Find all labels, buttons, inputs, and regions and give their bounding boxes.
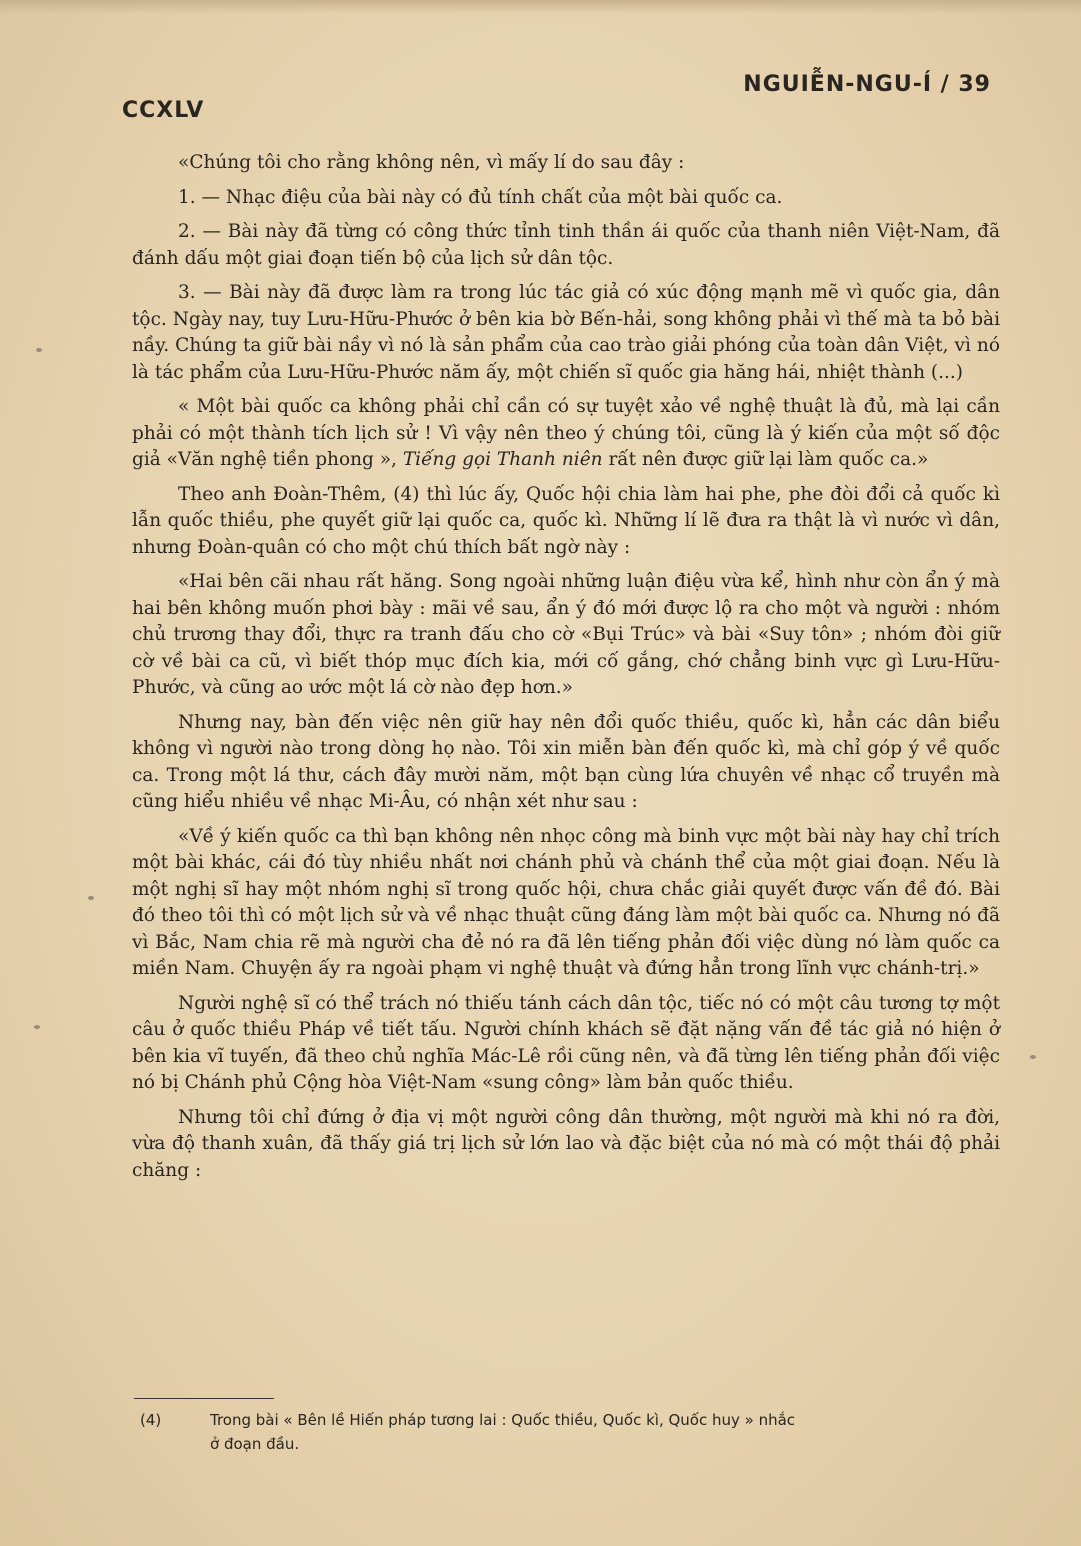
paragraph: « Một bài quốc ca không phải chỉ cần có sự tuyệt xảo về nghệ thuật là đủ, mà lại cần phải có một thành tích lịch sử ! Vì vậy nên theo ý chúng tôi, cũng là ý kiến của một số độc giả «Văn nghệ tiền phong », Tiếng gọi Thanh niên rất nên được giữ lại làm quốc ca.» bbox=[132, 396, 1000, 470]
paragraph: «Về ý kiến quốc ca thì bạn không nên nhọc công mà binh vực một bài này hay chỉ trích một bài khác, cái đó tùy nhiều nhất nơi chánh phủ và chánh thể của một giai đoạn. Nếu là một nghị sĩ hay một nhóm nghị sĩ trong quốc hội, chưa chắc giải quyết được vấn đề đó. Bài đó theo tôi thì có một lịch sử và về nhạc thuật cũng đáng làm một bài quốc ca. Nhưng nó đã vì Bắc, Nam chia rẽ mà người cha đẻ nó ra đã lên tiếng phản đối việc dùng nó làm quốc ca miền Nam. Chuyện ấy ra ngoài phạm vi nghệ thuật và đứng hẳn trong lĩnh vực chánh-trị.» bbox=[132, 825, 1000, 979]
italic-title: Tiếng gọi Thanh niên bbox=[402, 449, 603, 470]
footnote-divider bbox=[134, 1398, 274, 1399]
page-top-edge bbox=[0, 0, 1081, 14]
paper-speck bbox=[88, 896, 94, 900]
paragraph: 3. — Bài này đã được làm ra trong lúc tác giả có xúc động mạnh mẽ vì quốc gia, dân tộc. Ngày nay, tuy Lưu-Hữu-Phước ở bên kia bờ Bến-hải, song không phải vì thế mà ta bỏ bài nầy. Chúng ta giữ bài nầy vì nó là sản phẩm của cao trào giải phóng của toàn dân Việt, vì nó là tác phẩm của Lưu-Hữu-Phước năm ấy, một chiến sĩ quốc gia hăng hái, nhiệt thành (...) bbox=[132, 282, 1000, 383]
paragraph: 2. — Bài này đã từng có công thức tỉnh tinh thần ái quốc của thanh niên Việt-Nam, đã đánh dấu một giai đoạn tiến bộ của lịch sử dân tộc. bbox=[132, 221, 1000, 269]
paragraph: 1. — Nhạc điệu của bài này có đủ tính chất của một bài quốc ca. bbox=[178, 186, 783, 208]
footnote bbox=[140, 1408, 1010, 1456]
paragraph: Người nghệ sĩ có thể trách nó thiếu tánh cách dân tộc, tiếc nó có một câu tương tợ một câu ở quốc thiều Pháp về tiết tấu. Người chính khách sẽ đặt nặng vấn đề tác giả nó hiện ở bên kia vĩ tuyến, đã theo chủ nghĩa Mác-Lê rồi cũng nên, và đã từng lên tiếng phản đối việc nó bị Chánh phủ Cộng hòa Việt-Nam «sung công» làm bản quốc thiều. bbox=[132, 992, 1000, 1093]
paragraph: Nhưng tôi chỉ đứng ở địa vị một người công dân thường, một người mà khi nó ra đời, vừa độ thanh xuân, đã thấy giá trị lịch sử lớn lao và đặc biệt của nó mà có một thái độ phải chăng : bbox=[132, 1106, 1000, 1181]
body-text bbox=[132, 150, 1000, 1192]
running-header: NGUIỄN-NGU-Í / 39 bbox=[743, 72, 991, 97]
paper-speck bbox=[1030, 1055, 1036, 1059]
paragraph: Theo anh Đoàn-Thêm, (4) thì lúc ấy, Quốc hội chia làm hai phe, phe đòi đổi cả quốc kì lẫn quốc thiều, phe quyết giữ lại quốc ca, quốc kì. Những lí lẽ đưa ra thật là vì nước vì dân, nhưng Đoàn-quân có cho một chú thích bất ngờ này : bbox=[132, 483, 1000, 558]
paragraph: «Hai bên cãi nhau rất hăng. Song ngoài những luận điệu vừa kể, hình như còn ẩn ý mà hai bên không muốn phơi bày : mãi về sau, ẩn ý đó mới được lộ ra cho một và người : nhóm chủ trương thay đổi, thực ra tranh đấu cho cờ «Bụi Trúc» và bài «Suy tôn» ; nhóm đòi giữ cờ về bài ca cũ, vì biết thóp mục đích kia, mới cố gắng, chớ chẳng binh vực gì Lưu-Hữu-Phước, và cũng ao ước một lá cờ nào đẹp hơn.» bbox=[132, 571, 1000, 698]
paper-speck bbox=[36, 348, 42, 352]
footnote-line: ở đoạn đầu. bbox=[210, 1435, 300, 1453]
paper-speck bbox=[34, 1025, 40, 1029]
footnote-number: (4) bbox=[140, 1411, 162, 1429]
paragraph: «Chúng tôi cho rằng không nên, vì mấy lí do sau đây : bbox=[178, 152, 685, 173]
paragraph: Nhưng nay, bàn đến việc nên giữ hay nên đổi quốc thiều, quốc kì, hẳn các dân biểu không vì người nào trong dòng họ nào. Tôi xin miễn bàn đến quốc kì, mà chỉ góp ý về quốc ca. Trong một lá thư, cách đây mười năm, một bạn cùng lứa chuyên về nhạc cổ truyền mà cũng hiểu nhiều về nhạc Mi-Âu, có nhận xét như sau : bbox=[132, 711, 1000, 812]
footnote-line: (4) Trong bài « Bên lề Hiến pháp tương lai : Quốc thiều, Quốc kì, Quốc huy » nhắc bbox=[140, 1408, 1010, 1432]
section-numeral: CCXLV bbox=[122, 98, 205, 123]
